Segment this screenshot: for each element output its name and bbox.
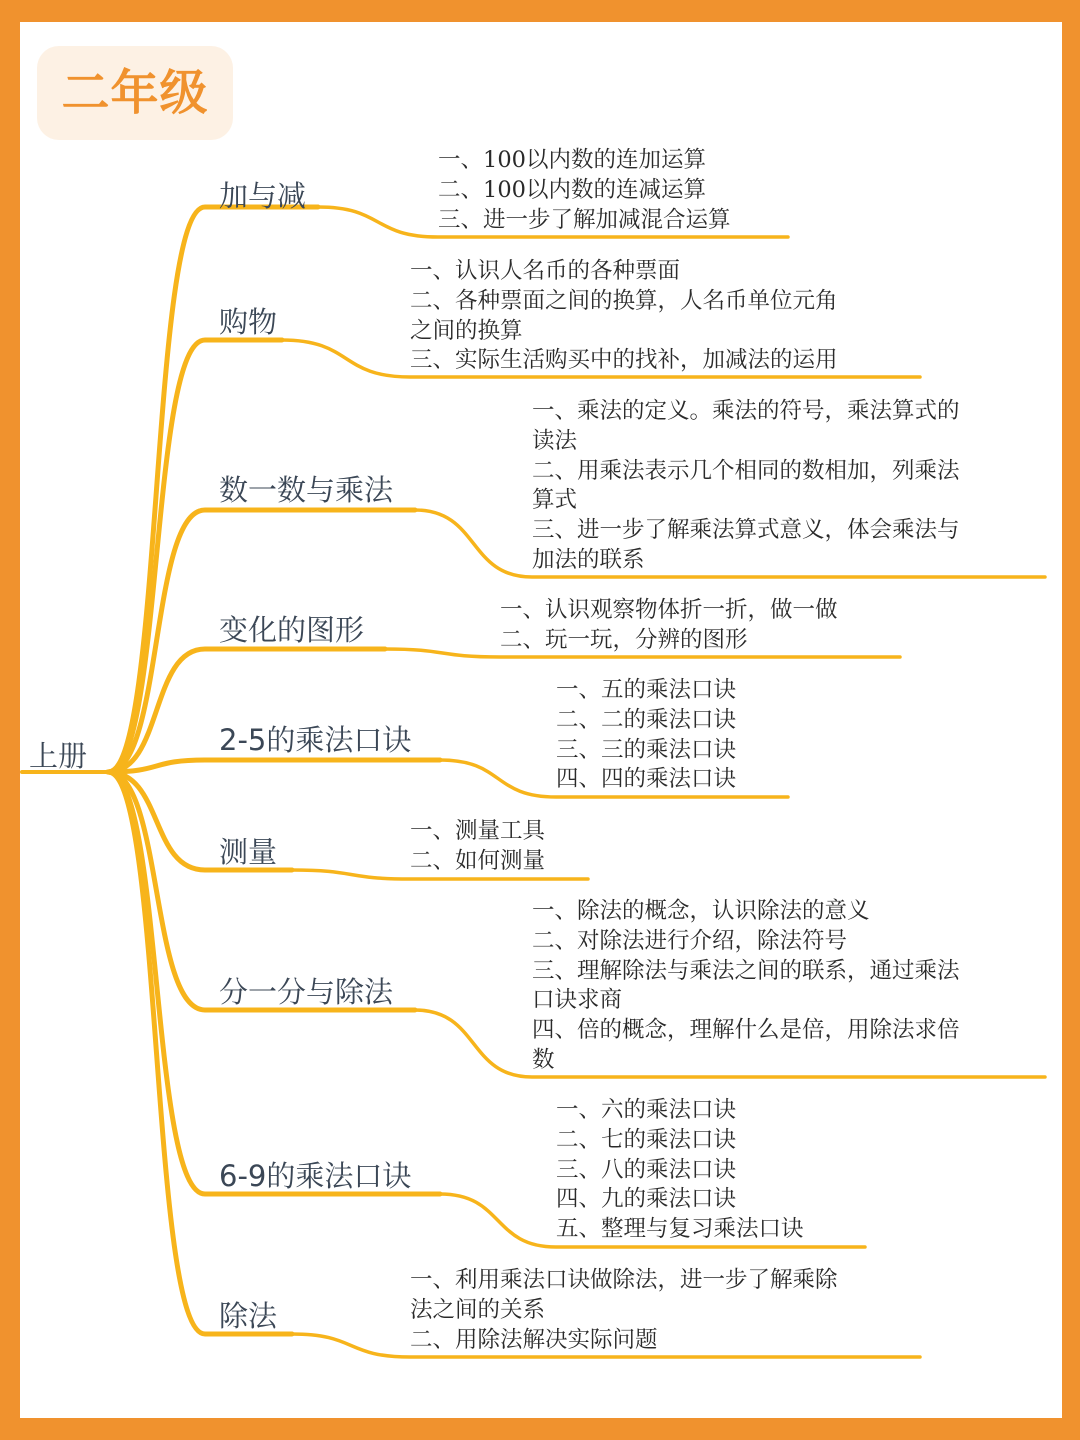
leaf-item: 二、如何测量 <box>410 847 546 874</box>
branch-label: 2-5的乘法口诀 <box>219 723 412 757</box>
leaf-item: 三、三的乘法口诀 <box>556 736 737 763</box>
leaf-text-block <box>410 817 545 877</box>
leaf-item: 二、七的乘法口诀 <box>556 1126 737 1153</box>
leaf-item: 二、各种票面之间的换算，人名币单位元角 <box>410 287 838 314</box>
branch-label: 购物 <box>219 305 278 339</box>
root-node-label: 上册 <box>29 739 88 773</box>
leaf-item: 一、乘法的定义。乘法的符号，乘法算式的 <box>532 398 960 424</box>
page-title: 二年级 <box>61 65 209 121</box>
leaf-item: 四、倍的概念，理解什么是倍，用除法求倍 <box>532 1017 960 1044</box>
leaf-item: 一、利用乘法口诀做除法，进一步了解乘除 <box>410 1267 838 1293</box>
leaf-item: 二、玩一玩，分辨的图形 <box>500 626 748 653</box>
branch-label: 6-9的乘法口诀 <box>219 1159 412 1193</box>
leaf-item: 三、实际生活购买中的找补，加减法的运用 <box>410 347 838 374</box>
leaf-item: 法之间的关系 <box>410 1296 546 1323</box>
leaf-item: 一、认识人名币的各种票面 <box>410 258 681 284</box>
leaf-item: 口诀求商 <box>532 987 623 1014</box>
branch-label: 除法 <box>219 1299 278 1333</box>
branch-connector <box>108 760 440 772</box>
leaf-item: 二、用乘法表示几个相同的数相加，列乘法 <box>532 457 960 484</box>
branch-label: 加与减 <box>219 179 307 213</box>
leaf-item: 四、四的乘法口诀 <box>556 766 737 793</box>
leaf-item: 三、进一步了解乘法算式意义，体会乘法与 <box>532 517 960 544</box>
leaf-text-block <box>410 257 838 376</box>
branch-label: 分一分与除法 <box>219 975 394 1009</box>
leaf-item: 三、理解除法与乘法之间的联系，通过乘法 <box>532 957 960 984</box>
leaf-text-block <box>532 397 960 576</box>
leaf-text-block <box>438 146 731 235</box>
leaf-item: 算式 <box>532 487 578 514</box>
leaf-item: 三、八的乘法口诀 <box>556 1156 737 1183</box>
leaf-item: 之间的换算 <box>410 317 523 344</box>
leaf-item: 读法 <box>532 427 578 454</box>
leaf-text-block <box>410 1266 838 1355</box>
leaf-item: 加法的联系 <box>532 546 645 573</box>
leaf-item: 一、认识观察物体折一折，做一做 <box>500 597 838 623</box>
leaf-item: 一、100以内数的连加运算 <box>438 147 706 173</box>
leaf-item: 二、对除法进行介绍，除法符号 <box>532 927 848 954</box>
branch-label: 测量 <box>219 835 278 869</box>
leaf-item: 二、二的乘法口诀 <box>556 706 737 733</box>
leaf-item: 二、用除法解决实际问题 <box>410 1326 658 1353</box>
leaf-text-block <box>532 897 960 1076</box>
leaf-item: 三、进一步了解加减混合运算 <box>438 206 731 233</box>
leaf-text-block <box>556 1096 804 1245</box>
leaf-item: 二、100以内数的连减运算 <box>438 176 706 203</box>
leaf-item: 数 <box>532 1046 555 1073</box>
branch-label: 变化的图形 <box>219 613 365 647</box>
branch-label: 数一数与乘法 <box>219 473 394 507</box>
leaf-item: 一、六的乘法口诀 <box>556 1097 737 1123</box>
leaf-item: 一、五的乘法口诀 <box>556 677 737 703</box>
leaf-item: 五、整理与复习乘法口诀 <box>556 1216 804 1243</box>
leaf-item: 四、九的乘法口诀 <box>556 1186 737 1213</box>
leaf-text-block <box>556 676 736 795</box>
leaf-item: 一、除法的概念，认识除法的意义 <box>532 898 870 924</box>
leaf-item: 一、测量工具 <box>410 818 546 844</box>
leaf-text-block <box>500 596 838 656</box>
